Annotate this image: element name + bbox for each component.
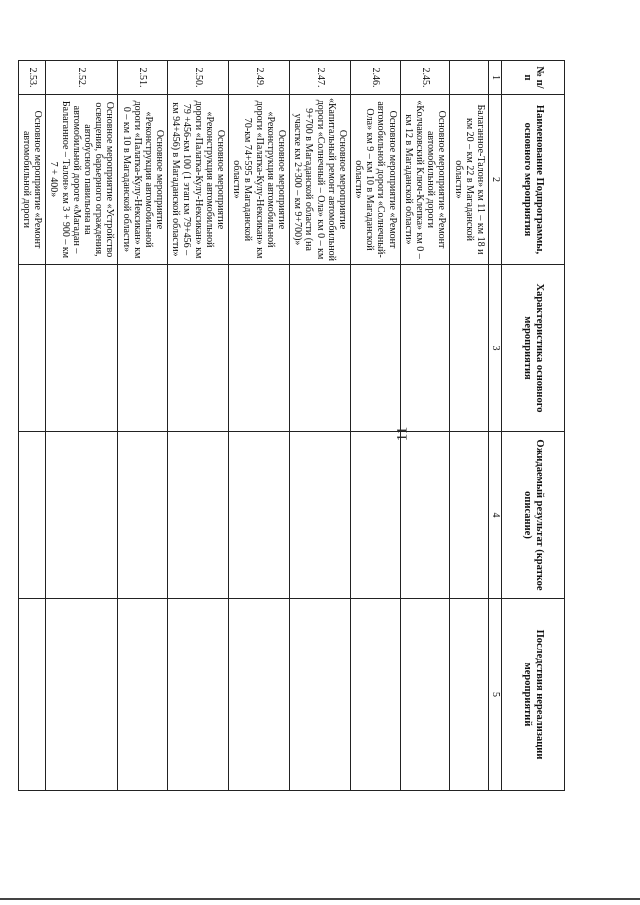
column-number: 1: [489, 61, 502, 95]
characteristic-cell: [290, 265, 351, 432]
measures-table: [18, 60, 565, 791]
consequences-cell: [229, 599, 290, 791]
expected-result-cell: [229, 432, 290, 599]
expected-result-cell: [46, 432, 118, 599]
characteristic-cell: [168, 265, 229, 432]
expected-result-cell: [290, 432, 351, 599]
column-number: 5: [489, 599, 502, 791]
row-number: 2.47.: [290, 61, 351, 95]
measure-name: Основное мероприятие «Реконструкция автомобильной дороги «Палатка-Кулу-Нексикан» км 0 – км 10 в Магаданской области»: [118, 95, 168, 265]
table-header-row: [502, 61, 565, 791]
expected-result-cell: [350, 432, 400, 599]
consequences-cell: [400, 599, 450, 791]
row-number: [450, 61, 489, 95]
measure-name: Основное мероприятие «Ремонт автомобильной дороги «Колчаковский Ключ-Клепка» км 0 – км 12 в Магаданской области»: [400, 95, 450, 265]
table-row: [118, 61, 168, 791]
row-number: 2.45.: [400, 61, 450, 95]
characteristic-cell: [350, 265, 400, 432]
consequences-cell: [118, 599, 168, 791]
measure-name: Основное мероприятие «Устройство освещения, барьерного ограждения, автобусного павильона на автомобильной дороге «Магадан – Балаганное – Талон» км 3 + 900 – км 7 + 400»: [46, 95, 118, 265]
consequences-cell: [350, 599, 400, 791]
table-row: [229, 61, 290, 791]
expected-result-cell: [168, 432, 229, 599]
table-row: [400, 61, 450, 791]
header-consequences: Последствия нереализации мероприятий: [502, 599, 565, 791]
measure-name: Балаганное-Талон» км 11 – км 18 и км 20 – км 22 в Магаданской области»: [450, 95, 489, 265]
row-number: 2.53.: [18, 61, 45, 95]
table-body: [18, 61, 488, 791]
table-row: [18, 61, 45, 791]
table-row: [46, 61, 118, 791]
consequences-cell: [290, 599, 351, 791]
header-expected-result: Ожидаемый результат (краткое описание): [502, 432, 565, 599]
expected-result-cell: [118, 432, 168, 599]
table-row: [350, 61, 400, 791]
measures-table-sheet: [21, 60, 565, 790]
consequences-cell: [46, 599, 118, 791]
bottom-rule: [0, 898, 640, 900]
characteristic-cell: [229, 265, 290, 432]
page-number: 11: [394, 426, 411, 442]
header-characteristic: Характеристика основного мероприятия: [502, 265, 565, 432]
column-number: 3: [489, 265, 502, 432]
consequences-cell: [450, 599, 489, 791]
consequences-cell: [18, 599, 45, 791]
measure-name: Основное мероприятие «Капитальный ремонт автомобильной дороги «Солнечный – Ола» км 0 – км 9+700 в Магаданской области (на участке км 2+300 – км 9+700)»: [290, 95, 351, 265]
expected-result-cell: [450, 432, 489, 599]
measure-name: Основное мероприятие «Ремонт автомобильной дороги «Солнечный-Ола» км 9 – км 10 в Магаданской области»: [350, 95, 400, 265]
header-name: Наименование Подпрограммы, основного мероприятия: [502, 95, 565, 265]
characteristic-cell: [450, 265, 489, 432]
table-row: [450, 61, 489, 791]
column-number-row: [489, 61, 502, 791]
measure-name: Основное мероприятие «Реконструкция автомобильной дороги «Палатка-Кулу-Нексикан» км 79 +456-км 100 (1 этап км 79+456 – км 94+456) в Магаданской области»: [168, 95, 229, 265]
measure-name: Основное мероприятие «Реконструкция автомобильной дороги «Палатка-Кулу-Нексикан» км 70-км 74+595 в Магаданской области»: [229, 95, 290, 265]
measure-name: Основное мероприятие «Ремонт автомобильной дороги: [18, 95, 45, 265]
row-number: 2.49.: [229, 61, 290, 95]
characteristic-cell: [400, 265, 450, 432]
row-number: 2.50.: [168, 61, 229, 95]
row-number: 2.51.: [118, 61, 168, 95]
consequences-cell: [168, 599, 229, 791]
header-number: № п/п: [502, 61, 565, 95]
column-number: 2: [489, 95, 502, 265]
characteristic-cell: [46, 265, 118, 432]
expected-result-cell: [18, 432, 45, 599]
column-number: 4: [489, 432, 502, 599]
table-row: [168, 61, 229, 791]
row-number: 2.46.: [350, 61, 400, 95]
table-row: [290, 61, 351, 791]
characteristic-cell: [118, 265, 168, 432]
characteristic-cell: [18, 265, 45, 432]
expected-result-cell: [400, 432, 450, 599]
row-number: 2.52.: [46, 61, 118, 95]
